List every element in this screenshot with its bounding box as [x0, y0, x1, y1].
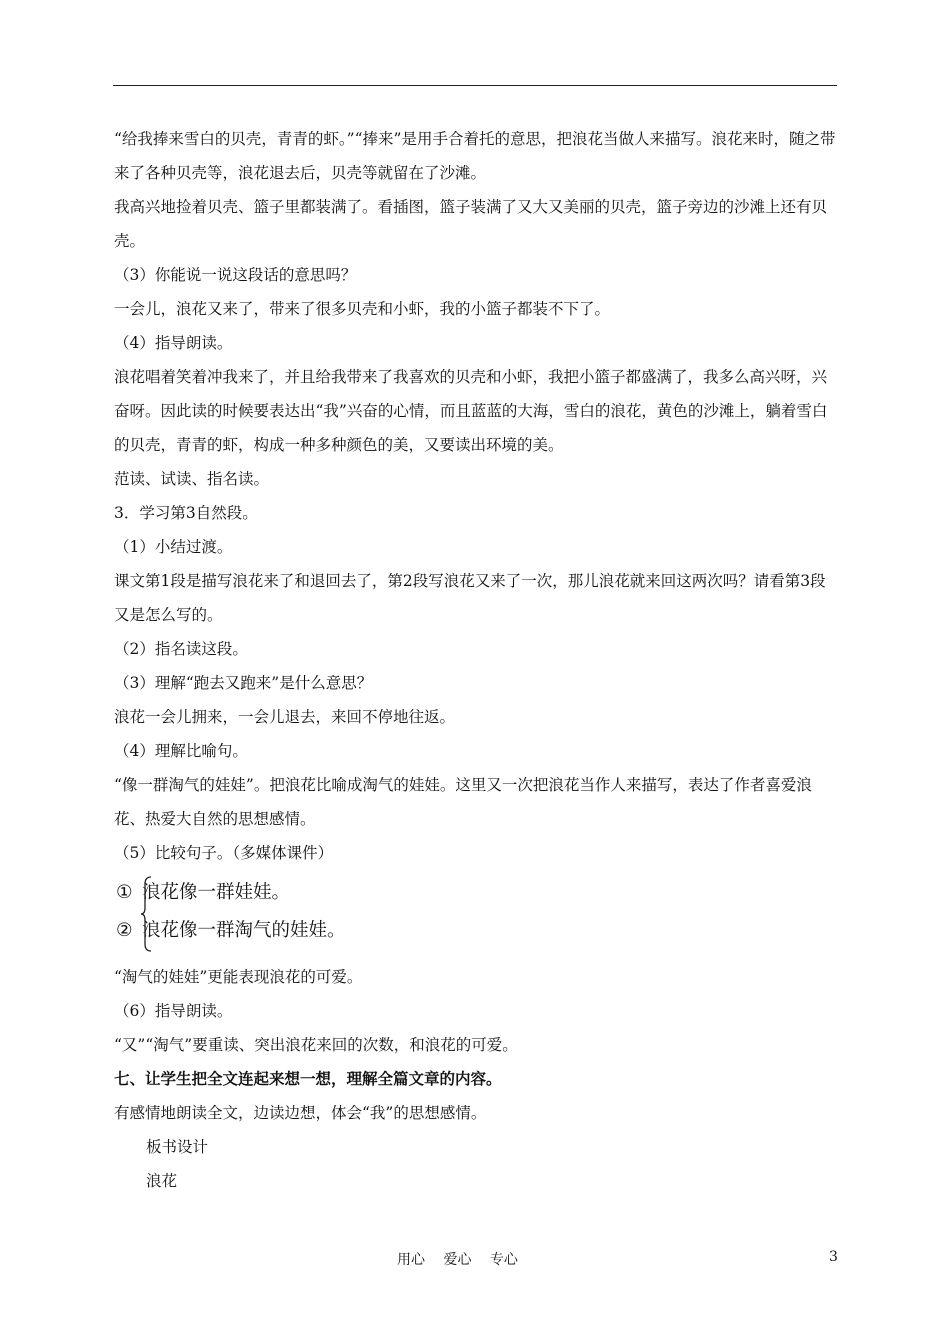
item-text: 浪花像一群淘气的娃娃。 — [142, 920, 346, 941]
paragraph: （3）理解“跑去又跑来”是什么意思？ — [114, 674, 373, 692]
paragraph: 浪花一会儿拥来，一会儿退去，来回不停地往返。 — [114, 708, 456, 726]
paragraph: （6）指导朗读。 — [114, 1002, 233, 1020]
item-text: 浪花像一群娃娃。 — [142, 882, 291, 903]
item-number: ② — [116, 920, 133, 941]
brace-icon — [141, 876, 153, 952]
paragraph: 浪花唱着笑着冲我来了，并且给我带来了我喜欢的贝壳和小虾，我把小篮子都盛满了，我多么高兴呀，兴奋呀。因此读的时候要表达出“我”兴奋的心情，而且蓝蓝的大海，雪白的浪花，黄色的沙滩上，躺着雪白的贝壳，青青的虾，构成一种多种颜色的美，又要读出环境的美。 — [114, 368, 828, 454]
header-rule — [113, 85, 837, 86]
paragraph: （4）指导朗读。 — [114, 334, 233, 352]
board-design-title: 板书设计 — [146, 1138, 209, 1156]
paragraph: （1）小结过渡。 — [114, 538, 233, 556]
paragraph: （3）你能说一说这段话的意思吗？ — [114, 266, 357, 284]
sentence-comparison — [116, 874, 836, 954]
item-number: ① — [116, 882, 133, 903]
paragraph: “淘气的娃娃”更能表现浪花的可爱。 — [114, 968, 363, 986]
paragraph: （5）比较句子。（多媒体课件） — [114, 844, 334, 862]
footer-motto: 用心 爱心 专心 — [397, 1252, 518, 1268]
paragraph: 一会儿，浪花又来了，带来了很多贝壳和小虾，我的小篮子都装不下了。 — [114, 300, 611, 318]
paragraph: （2）指名读这段。 — [114, 640, 248, 658]
paragraph: “像一群淘气的娃娃”。把浪花比喻成淘气的娃娃。这里又一次把浪花当作人来描写，表达了作者喜爱浪花、热爱大自然的思想感情。 — [114, 776, 812, 828]
paragraph: 我高兴地捡着贝壳、篮子里都装满了。看插图，篮子装满了又大又美丽的贝壳，篮子旁边的沙滩上还有贝壳。 — [114, 198, 828, 250]
section-heading: 七、让学生把全文连起来想一想，理解全篇文章的内容。 — [114, 1069, 502, 1088]
paragraph: “又”“淘气”要重读、突出浪花来回的次数，和浪花的可爱。 — [114, 1036, 518, 1054]
paragraph: 范读、试读、指名读。 — [114, 470, 270, 488]
paragraph: 有感情地朗读全文，边读边想，体会“我”的思想感情。 — [114, 1104, 487, 1122]
paragraph: （4）理解比喻句。 — [114, 742, 248, 760]
paragraph: 课文第1段是描写浪花来了和退回去了，第2段写浪花又来了一次，那儿浪花就来回这两次吗？请看第3段又是怎么写的。 — [114, 572, 826, 624]
page-number: 3 — [829, 1249, 838, 1265]
board-design-content: 浪花 — [146, 1172, 178, 1190]
document-body — [114, 122, 836, 1198]
paragraph: “给我捧来雪白的贝壳，青青的虾。”“捧来”是用手合着托的意思，把浪花当做人来描写。浪花来时，随之带来了各种贝壳等，浪花退去后，贝壳等就留在了沙滩。 — [114, 130, 836, 182]
paragraph: 3．学习第3自然段。 — [114, 504, 258, 522]
